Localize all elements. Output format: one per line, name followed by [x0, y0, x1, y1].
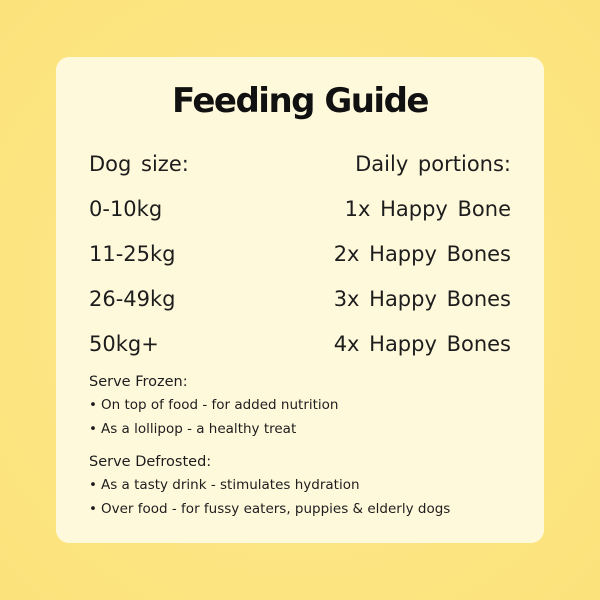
dog-size-cell: 50kg+: [89, 331, 159, 356]
portion-cell: 1x Happy Bone: [344, 196, 511, 221]
bullet-icon: •: [89, 477, 97, 493]
list-item: [89, 473, 519, 497]
bullet-icon: •: [89, 421, 97, 437]
serve-frozen-section: [89, 371, 519, 441]
table-row: [89, 186, 511, 231]
dog-size-cell: 11-25kg: [89, 241, 176, 266]
bullet-icon: •: [89, 397, 97, 413]
list-item-text: Over food - for fussy eaters, puppies & elderly dogs: [101, 501, 451, 517]
list-item: [89, 393, 519, 417]
table-row: [89, 276, 511, 321]
list-item-text: On top of food - for added nutrition: [101, 397, 339, 413]
dog-size-header: Dog size:: [89, 151, 189, 176]
portion-cell: 4x Happy Bones: [333, 331, 511, 356]
list-item: [89, 497, 519, 521]
dog-size-cell: 26-49kg: [89, 286, 176, 311]
serve-defrosted-section: [89, 451, 519, 521]
table-header-row: [89, 141, 511, 186]
bullet-icon: •: [89, 501, 97, 517]
dog-size-cell: 0-10kg: [89, 196, 163, 221]
feeding-guide-card: [56, 57, 544, 543]
table-row: [89, 321, 511, 366]
serve-frozen-list: [89, 393, 519, 441]
serve-frozen-heading: Serve Frozen:: [89, 374, 188, 390]
serve-defrosted-heading: Serve Defrosted:: [89, 454, 212, 470]
page-title: Feeding Guide: [171, 81, 428, 121]
feeding-table: [89, 141, 511, 366]
daily-portions-header: Daily portions:: [355, 151, 511, 176]
list-item: [89, 417, 519, 441]
portion-cell: 2x Happy Bones: [333, 241, 511, 266]
portion-cell: 3x Happy Bones: [333, 286, 511, 311]
list-item-text: As a lollipop - a healthy treat: [101, 421, 297, 437]
list-item-text: As a tasty drink - stimulates hydration: [101, 477, 360, 493]
serve-defrosted-list: [89, 473, 519, 521]
table-row: [89, 231, 511, 276]
